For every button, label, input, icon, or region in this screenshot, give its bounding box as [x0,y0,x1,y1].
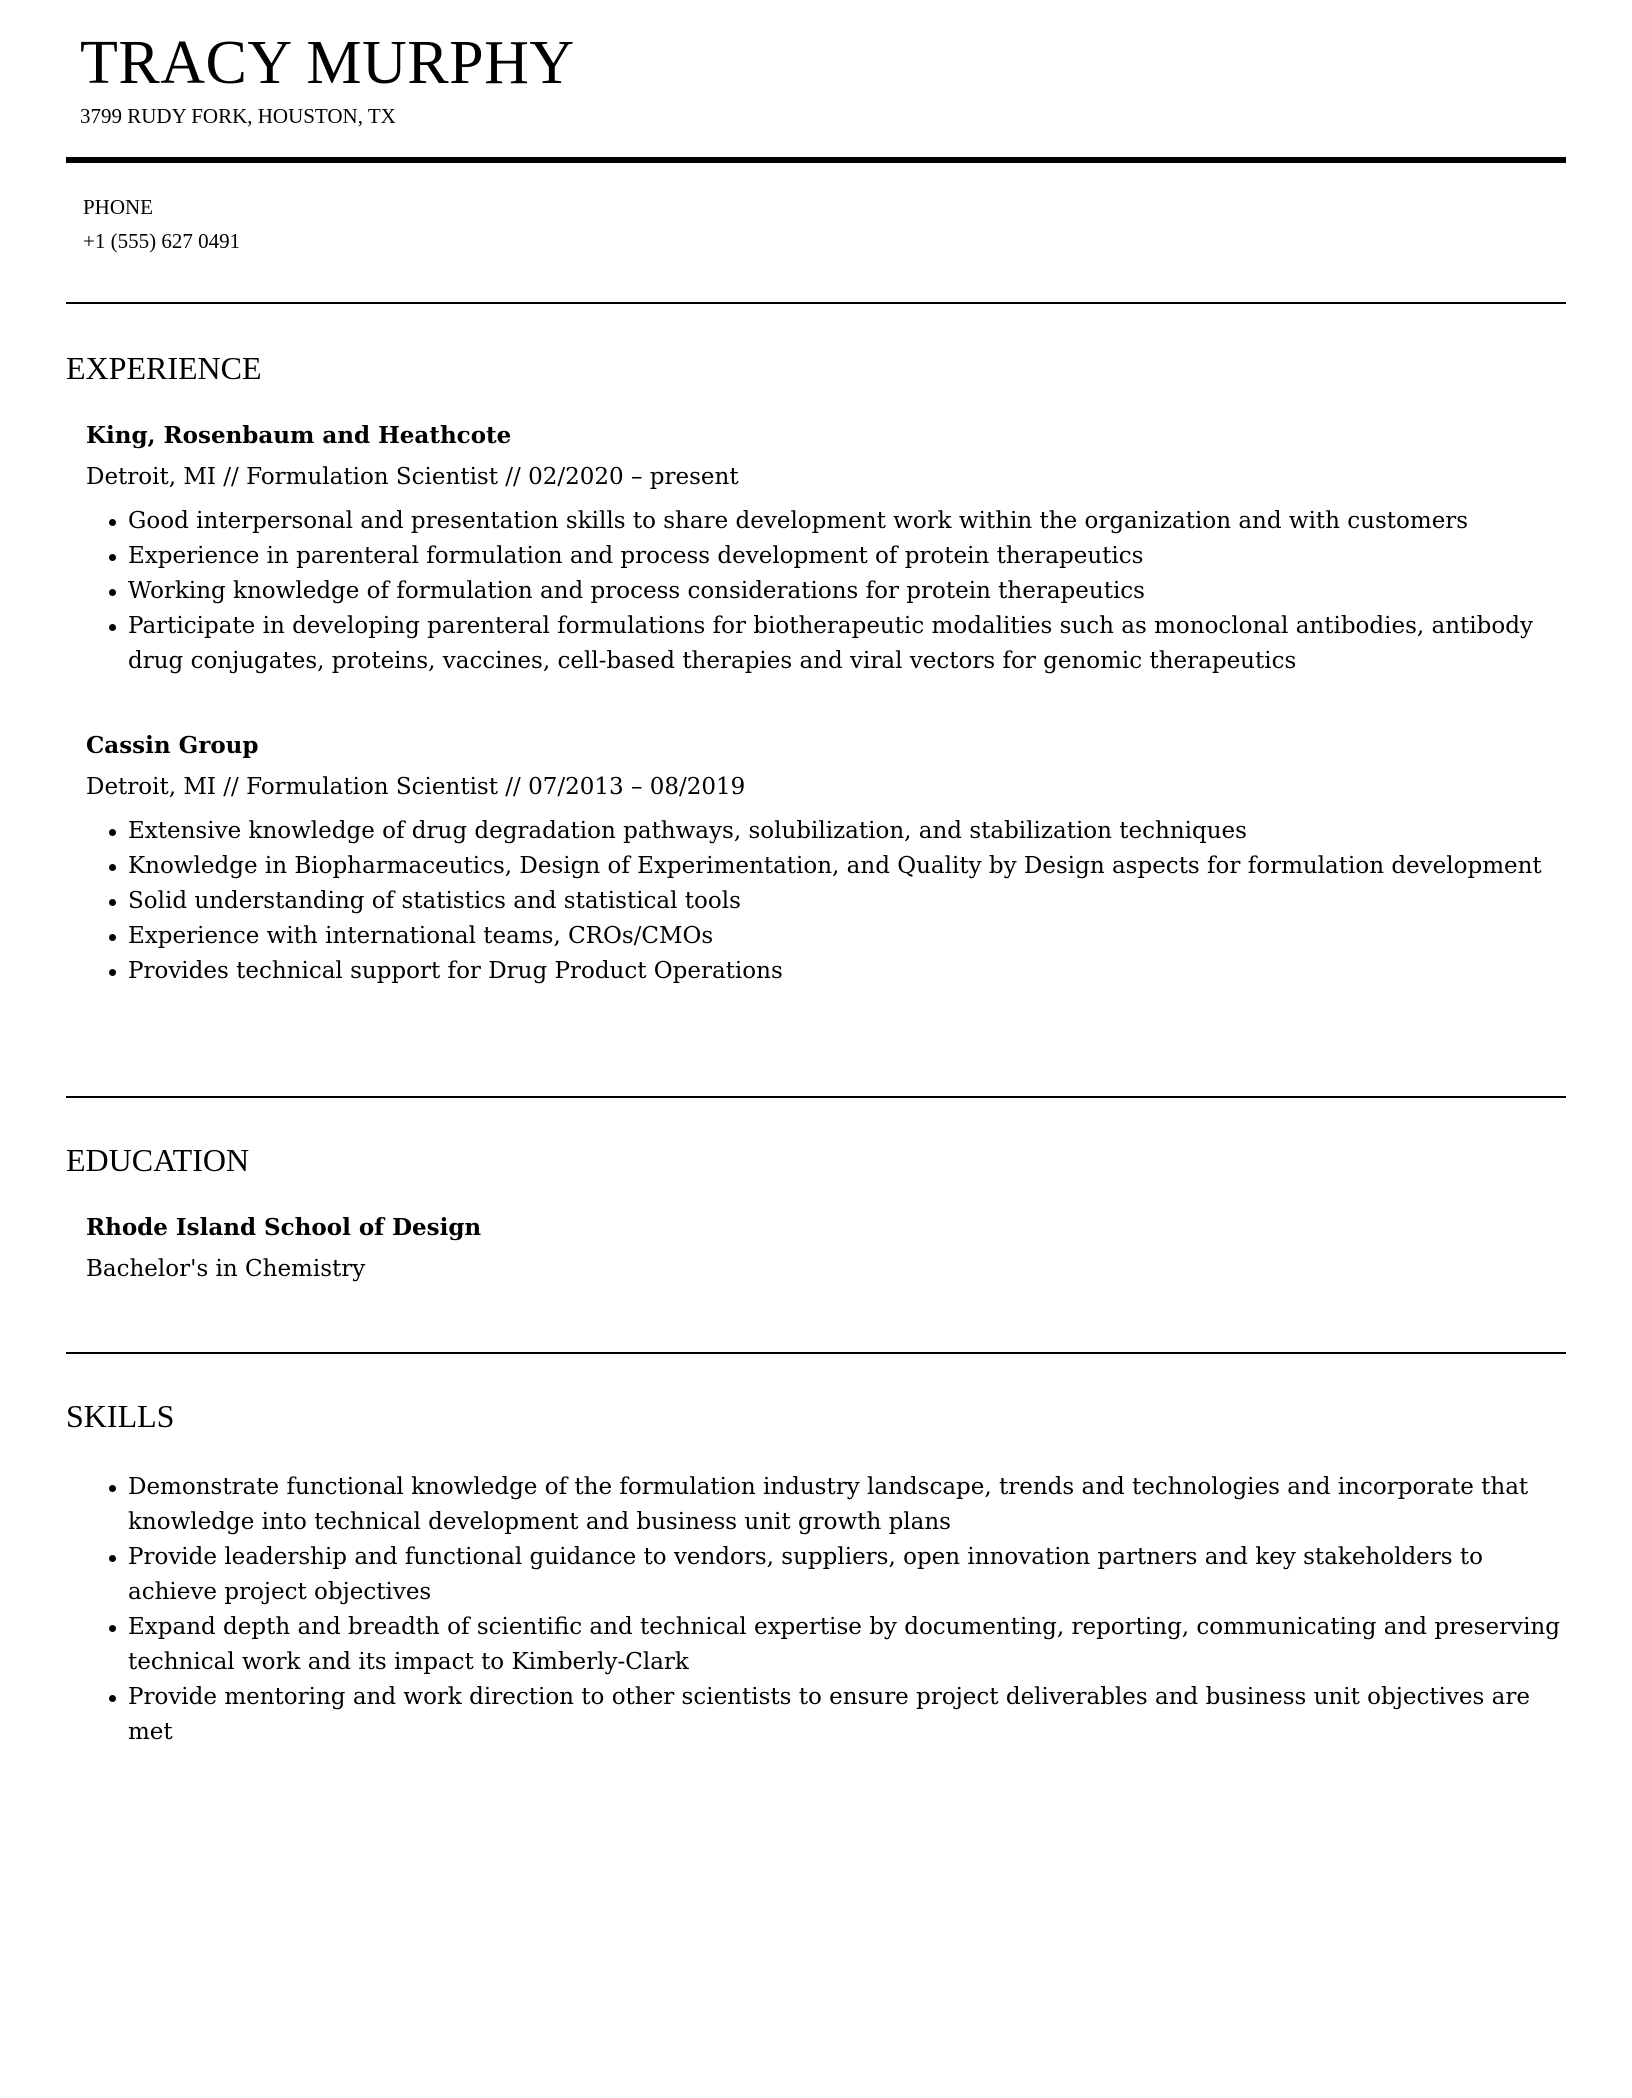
skill-item: Provide leadership and functional guidance to vendors, suppliers, open innovation partners and key stakeholders to achieve project objectives [128,1540,1566,1610]
experience-heading: EXPERIENCE [66,350,262,386]
job-bullet: Solid understanding of statistics and statistical tools [128,884,1566,919]
job-details: Detroit, MI // Formulation Scientist // 02/2020 – present [86,464,739,490]
job-details: Detroit, MI // Formulation Scientist // 07/2013 – 08/2019 [86,774,746,800]
phone-value: +1 (555) 627 0491 [83,229,241,253]
job-entry [86,418,1566,679]
candidate-address: 3799 RUDY FORK, HOUSTON, TX [80,104,396,128]
job-bullet: Experience with international teams, CROs/CMOs [128,919,1566,954]
job-company: Cassin Group [86,732,259,759]
phone-label: PHONE [83,195,154,219]
education-divider [66,1352,1566,1354]
job-entry [86,728,1566,989]
education-school: Rhode Island School of Design [86,1214,482,1241]
skill-item: Demonstrate functional knowledge of the formulation industry landscape, trends and technologies and incorporate that knowledge into technical development and business unit growth plans [128,1470,1566,1540]
job-bullet: Participate in developing parenteral formulations for biotherapeutic modalities such as monoclonal antibodies, antibody drug conjugates, proteins, vaccines, cell-based therapies and viral vectors for genomic therapeutics [128,609,1566,679]
job-bullet: Provides technical support for Drug Product Operations [128,954,1566,989]
experience-divider [66,1096,1566,1098]
header-divider [66,157,1566,163]
contact-block [83,190,240,258]
education-heading: EDUCATION [66,1142,250,1178]
job-bullets [86,814,1566,989]
skill-item: Expand depth and breadth of scientific and technical expertise by documenting, reporting, communicating and preserving technical work and its impact to Kimberly-Clark [128,1610,1566,1680]
job-bullet: Extensive knowledge of drug degradation pathways, solubilization, and stabilization techniques [128,814,1566,849]
job-company: King, Rosenbaum and Heathcote [86,422,512,449]
skills-list [86,1470,1566,1750]
contact-divider [66,302,1566,304]
job-bullet: Working knowledge of formulation and process considerations for protein therapeutics [128,574,1566,609]
candidate-name: TRACY MURPHY [80,29,575,97]
job-bullet: Knowledge in Biopharmaceutics, Design of Experimentation, and Quality by Design aspects for formulation development [128,849,1566,884]
job-bullets [86,504,1566,679]
skills-list-block [86,1470,1566,1750]
job-bullet: Experience in parenteral formulation and process development of protein therapeutics [128,539,1566,574]
skills-heading: SKILLS [66,1398,175,1434]
education-degree: Bachelor's in Chemistry [86,1256,366,1282]
education-entry [86,1210,1566,1296]
skill-item: Provide mentoring and work direction to other scientists to ensure project deliverables and business unit objectives are met [128,1680,1566,1750]
job-bullet: Good interpersonal and presentation skills to share development work within the organization and with customers [128,504,1566,539]
